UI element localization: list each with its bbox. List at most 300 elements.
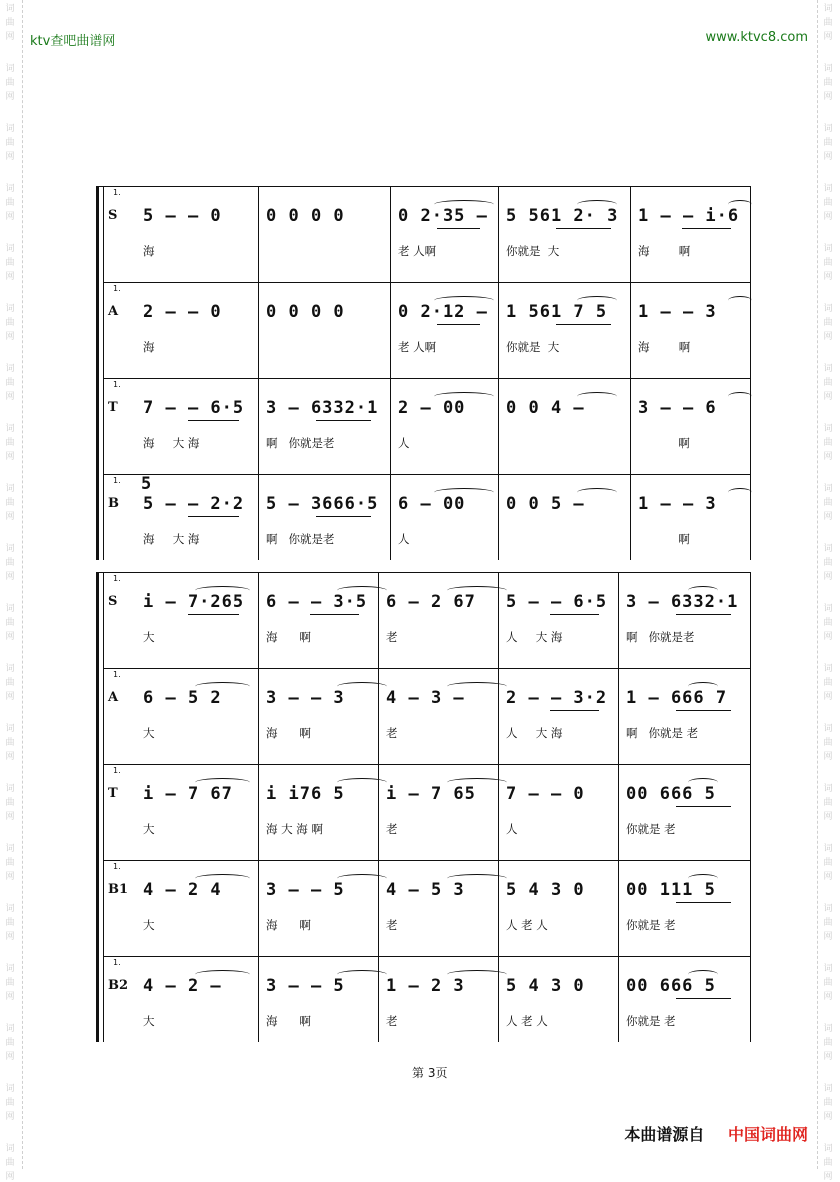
- measure-notes: 00 666 5: [626, 976, 716, 996]
- barline: [390, 186, 391, 560]
- beam-underline: [556, 228, 611, 229]
- slur-arc: [447, 682, 507, 691]
- slur-arc: [577, 488, 617, 497]
- lyric-text: 你就是 大: [506, 340, 560, 354]
- measure-notes: 3 — — 5: [266, 880, 345, 900]
- volta-mark: 1.: [113, 188, 121, 197]
- staff-divider: [103, 282, 750, 283]
- lyric-text: 海 啊: [638, 340, 691, 354]
- measure-notes: 5 4 3 0: [506, 976, 585, 996]
- beam-underline: [316, 420, 371, 421]
- watermark-glyph: 曲: [5, 558, 15, 568]
- lyric-text: 你就是 老: [626, 822, 676, 836]
- slur-arc: [195, 682, 250, 691]
- staff-label-s: S: [108, 594, 118, 609]
- slur-arc: [195, 970, 250, 979]
- watermark-glyph: 词: [823, 1144, 833, 1154]
- lyric-text: 啊: [638, 532, 690, 546]
- watermark-glyph: 曲: [823, 558, 833, 568]
- system-left-line: [103, 572, 104, 1042]
- watermark-glyph: 网: [823, 872, 833, 882]
- watermark-glyph: 网: [823, 1172, 833, 1182]
- watermark-glyph: 网: [823, 1112, 833, 1122]
- watermark-glyph: 曲: [823, 198, 833, 208]
- watermark-glyph: 词: [823, 364, 833, 374]
- watermark-glyph: 曲: [5, 198, 15, 208]
- watermark-glyph: 网: [823, 452, 833, 462]
- watermark-glyph: 网: [823, 992, 833, 1002]
- watermark-glyph: 曲: [823, 18, 833, 28]
- lyric-text: 啊 你就是 老: [626, 726, 699, 740]
- measure-notes: 6 — 5 2: [143, 688, 222, 708]
- measure-notes: 4 — 2 4: [143, 880, 222, 900]
- lyric-text: 啊 你就是老: [626, 630, 695, 644]
- slur-arc: [337, 778, 387, 787]
- slur-arc: [434, 392, 494, 401]
- watermark-glyph: 曲: [5, 1098, 15, 1108]
- measure-notes: 1 — 2 3: [386, 976, 465, 996]
- watermark-glyph: 词: [5, 544, 15, 554]
- barline: [618, 572, 619, 1042]
- measure-notes: i — 7 65: [386, 784, 476, 804]
- watermark-glyph: 网: [5, 152, 15, 162]
- volta-mark: 1.: [113, 862, 121, 871]
- staff-divider: [103, 378, 750, 379]
- watermark-glyph: 网: [5, 992, 15, 1002]
- watermark-glyph: 词: [823, 784, 833, 794]
- staff-label-b: B: [108, 496, 119, 511]
- watermark-glyph: 词: [823, 424, 833, 434]
- watermark-glyph: 词: [823, 604, 833, 614]
- slur-arc: [688, 682, 718, 691]
- measure-notes: 3 — — 3: [266, 688, 345, 708]
- slur-arc: [577, 296, 617, 305]
- barline: [258, 572, 259, 1042]
- measure-notes: 3 — 6332·1: [266, 398, 379, 418]
- watermark-glyph: 网: [5, 332, 15, 342]
- lyric-text: 老: [386, 918, 398, 932]
- staff-label-t: T: [108, 400, 118, 415]
- measure-notes: 3 — — 6: [638, 398, 717, 418]
- watermark-glyph: 曲: [5, 858, 15, 868]
- watermark-glyph: 曲: [823, 1098, 833, 1108]
- lyric-text: 大: [143, 918, 155, 932]
- left-watermark-strip: [0, 0, 23, 1182]
- measure-notes: 4 — 5 3: [386, 880, 465, 900]
- watermark-glyph: 词: [5, 964, 15, 974]
- lyric-text: 海: [143, 340, 155, 354]
- measure-notes: i — 7·265: [143, 592, 245, 612]
- lyric-text: 大: [143, 822, 155, 836]
- watermark-glyph: 网: [823, 152, 833, 162]
- watermark-glyph: 曲: [5, 78, 15, 88]
- watermark-glyph: 网: [5, 632, 15, 642]
- watermark-glyph: 网: [5, 1112, 15, 1122]
- right-watermark-strip: [817, 0, 840, 1182]
- slur-arc: [728, 392, 752, 401]
- beam-underline: [316, 516, 371, 517]
- lyric-text: 海 大 海: [143, 532, 200, 546]
- beam-underline: [437, 228, 480, 229]
- watermark-glyph: 网: [5, 32, 15, 42]
- watermark-glyph: 曲: [823, 438, 833, 448]
- slur-arc: [195, 874, 250, 883]
- lyric-text: 大: [143, 630, 155, 644]
- lyric-text: 人: [506, 822, 518, 836]
- beam-underline: [188, 420, 239, 421]
- staff-label-a: A: [108, 304, 119, 319]
- watermark-glyph: 词: [823, 664, 833, 674]
- lyric-text: 人 大 海: [506, 726, 563, 740]
- slur-arc: [688, 778, 718, 787]
- lyric-text: 老: [386, 1014, 398, 1028]
- slur-arc: [434, 488, 494, 497]
- barline: [498, 186, 499, 560]
- slur-arc: [728, 200, 752, 209]
- watermark-glyph: 网: [5, 812, 15, 822]
- watermark-glyph: 词: [823, 1024, 833, 1034]
- watermark-glyph: 曲: [823, 798, 833, 808]
- measure-notes: 6 — 2 67: [386, 592, 476, 612]
- barline: [750, 186, 751, 560]
- measure-notes: 5 — — 0: [143, 206, 222, 226]
- staff-label-t: T: [108, 786, 118, 801]
- system-top-line: [103, 572, 750, 573]
- watermark-glyph: 网: [823, 332, 833, 342]
- beam-underline: [676, 998, 731, 999]
- watermark-glyph: 词: [5, 364, 15, 374]
- site-header-left[interactable]: ktv查吧曲谱网: [30, 34, 116, 49]
- watermark-glyph: 网: [823, 752, 833, 762]
- watermark-glyph: 网: [5, 752, 15, 762]
- measure-notes: 0 0 0 0: [266, 206, 345, 226]
- watermark-glyph: 曲: [5, 978, 15, 988]
- staff-divider: [103, 956, 750, 957]
- watermark-glyph: 词: [5, 1144, 15, 1154]
- staff-divider: [103, 668, 750, 669]
- measure-notes: 5 4 3 0: [506, 880, 585, 900]
- volta-mark: 1.: [113, 476, 121, 485]
- slur-arc: [577, 392, 617, 401]
- watermark-glyph: 曲: [5, 138, 15, 148]
- measure-notes: 1 — — 3: [638, 494, 717, 514]
- watermark-glyph: 网: [5, 932, 15, 942]
- system-top-line: [103, 186, 750, 187]
- watermark-glyph: 曲: [823, 258, 833, 268]
- measure-notes: 3 — — 5: [266, 976, 345, 996]
- watermark-glyph: 网: [823, 512, 833, 522]
- page-number: 第 3页: [412, 1066, 448, 1080]
- beam-underline: [550, 614, 599, 615]
- lyric-text: 老 人啊: [398, 340, 437, 354]
- lyric-text: 老: [386, 726, 398, 740]
- lyric-text: 人 老 人: [506, 918, 548, 932]
- measure-notes: 5 — — 2·2: [143, 494, 245, 514]
- watermark-glyph: 网: [5, 872, 15, 882]
- slur-arc: [337, 874, 387, 883]
- lyric-text: 海 啊: [266, 1014, 311, 1028]
- slur-arc: [447, 778, 507, 787]
- beam-underline: [556, 324, 611, 325]
- watermark-glyph: 网: [823, 632, 833, 642]
- watermark-glyph: 词: [823, 244, 833, 254]
- measure-notes: 0 2·12 —: [398, 302, 488, 322]
- lyric-text: 你就是 老: [626, 918, 676, 932]
- watermark-glyph: 词: [823, 964, 833, 974]
- lyric-text: 老 人啊: [398, 244, 437, 258]
- staff-divider: [103, 474, 750, 475]
- measure-notes: 2 — — 0: [143, 302, 222, 322]
- lyric-text: 海 啊: [638, 244, 691, 258]
- watermark-glyph: 曲: [823, 738, 833, 748]
- volta-mark: 1.: [113, 958, 121, 967]
- beam-underline: [682, 228, 731, 229]
- beam-underline: [676, 806, 731, 807]
- watermark-glyph: 网: [823, 812, 833, 822]
- staff-divider: [103, 860, 750, 861]
- beam-underline: [188, 614, 239, 615]
- slur-arc: [447, 874, 507, 883]
- lyric-text: 人: [398, 436, 410, 450]
- measure-notes: 0 2·35 —: [398, 206, 488, 226]
- watermark-glyph: 词: [5, 4, 15, 14]
- lyric-text: 大: [143, 1014, 155, 1028]
- watermark-glyph: 曲: [823, 138, 833, 148]
- beam-underline: [676, 710, 731, 711]
- watermark-glyph: 词: [823, 544, 833, 554]
- watermark-glyph: 词: [5, 124, 15, 134]
- measure-notes: 3 — 6332·1: [626, 592, 739, 612]
- beam-underline: [188, 516, 239, 517]
- measure-notes: 7 — — 6·5: [143, 398, 245, 418]
- watermark-glyph: 词: [5, 1024, 15, 1034]
- watermark-glyph: 词: [5, 904, 15, 914]
- watermark-glyph: 曲: [5, 618, 15, 628]
- lyric-text: 人 大 海: [506, 630, 563, 644]
- watermark-glyph: 网: [823, 92, 833, 102]
- slur-arc: [195, 778, 250, 787]
- slur-arc: [728, 488, 752, 497]
- lyric-text: 你就是 大: [506, 244, 560, 258]
- watermark-glyph: 网: [5, 212, 15, 222]
- watermark-glyph: 词: [5, 424, 15, 434]
- watermark-glyph: 词: [823, 1084, 833, 1094]
- site-header-right[interactable]: www.ktvc8.com: [705, 30, 808, 45]
- watermark-glyph: 词: [823, 304, 833, 314]
- watermark-glyph: 曲: [823, 678, 833, 688]
- source-label: 本曲谱源自: [624, 1125, 705, 1144]
- barline: [630, 186, 631, 560]
- staff-label-s: S: [108, 208, 118, 223]
- watermark-glyph: 曲: [5, 918, 15, 928]
- lyric-text: 人 老 人: [506, 1014, 548, 1028]
- slur-arc: [688, 586, 718, 595]
- measure-notes: i i76 5: [266, 784, 345, 804]
- watermark-glyph: 网: [823, 212, 833, 222]
- watermark-glyph: 网: [5, 512, 15, 522]
- system-bracket: [96, 572, 99, 1042]
- lyric-text: 啊 你就是老: [266, 436, 335, 450]
- measure-notes: 5 — 3666·5: [266, 494, 379, 514]
- system-bracket: [96, 186, 99, 560]
- slur-arc: [337, 586, 387, 595]
- slur-arc: [688, 970, 718, 979]
- measure-notes: 2 — — 3·2: [506, 688, 608, 708]
- watermark-glyph: 曲: [823, 1038, 833, 1048]
- watermark-glyph: 曲: [823, 318, 833, 328]
- watermark-glyph: 曲: [823, 858, 833, 868]
- slur-arc: [577, 200, 617, 209]
- watermark-glyph: 词: [5, 64, 15, 74]
- watermark-glyph: 网: [5, 572, 15, 582]
- volta-mark: 1.: [113, 380, 121, 389]
- watermark-glyph: 曲: [823, 918, 833, 928]
- lyric-text: 大: [143, 726, 155, 740]
- watermark-glyph: 词: [5, 184, 15, 194]
- watermark-glyph: 曲: [823, 78, 833, 88]
- measure-notes: 6 — 00: [398, 494, 466, 514]
- measure-notes: 6 — — 3·5: [266, 592, 368, 612]
- watermark-glyph: 曲: [823, 978, 833, 988]
- lyric-text: 啊: [638, 436, 690, 450]
- lyric-text: 海 大 海 啊: [266, 822, 323, 836]
- barline: [258, 186, 259, 560]
- watermark-glyph: 网: [5, 92, 15, 102]
- watermark-glyph: 曲: [823, 618, 833, 628]
- watermark-glyph: 词: [823, 124, 833, 134]
- slur-arc: [195, 586, 250, 595]
- beam-underline: [676, 614, 731, 615]
- measure-notes: 1 — — 3: [638, 302, 717, 322]
- measure-notes: 0 0 0 0: [266, 302, 345, 322]
- lyric-text: 你就是 老: [626, 1014, 676, 1028]
- watermark-glyph: 词: [823, 904, 833, 914]
- measure-notes: 00 111 5: [626, 880, 716, 900]
- beam-underline: [676, 902, 731, 903]
- barline: [750, 572, 751, 1042]
- watermark-glyph: 曲: [5, 378, 15, 388]
- beam-underline: [550, 710, 599, 711]
- system-left-line: [103, 186, 104, 560]
- watermark-glyph: 曲: [823, 378, 833, 388]
- staff-label-b1: B1: [108, 882, 129, 897]
- watermark-glyph: 词: [5, 664, 15, 674]
- lyric-text: 海 大 海: [143, 436, 200, 450]
- watermark-glyph: 网: [823, 392, 833, 402]
- slur-arc: [434, 296, 494, 305]
- volta-mark: 1.: [113, 766, 121, 775]
- staff-divider: [103, 764, 750, 765]
- beam-underline: [310, 614, 359, 615]
- lyric-text: 老: [386, 822, 398, 836]
- watermark-glyph: 词: [823, 844, 833, 854]
- watermark-glyph: 词: [5, 724, 15, 734]
- measure-notes: 2 — 00: [398, 398, 466, 418]
- lyric-text: 海: [143, 244, 155, 258]
- watermark-glyph: 词: [5, 844, 15, 854]
- measure-notes: 0 0 4 —: [506, 398, 585, 418]
- slur-arc: [337, 682, 387, 691]
- measure-notes: 1 — 666 7: [626, 688, 728, 708]
- measure-notes: 1 — — i·6: [638, 206, 740, 226]
- measure-notes: i — 7 67: [143, 784, 233, 804]
- watermark-glyph: 词: [823, 724, 833, 734]
- watermark-glyph: 曲: [5, 798, 15, 808]
- source-footer: [624, 1122, 808, 1145]
- staff-label-a: A: [108, 690, 119, 705]
- watermark-glyph: 词: [823, 64, 833, 74]
- measure-notes: 7 — — 0: [506, 784, 585, 804]
- watermark-glyph: 词: [5, 484, 15, 494]
- measure-notes: 5 — — 6·5: [506, 592, 608, 612]
- watermark-glyph: 词: [5, 1084, 15, 1094]
- volta-mark: 1.: [113, 284, 121, 293]
- staff-label-b2: B2: [108, 978, 129, 993]
- watermark-glyph: 词: [823, 184, 833, 194]
- watermark-glyph: 曲: [5, 678, 15, 688]
- watermark-glyph: 网: [823, 272, 833, 282]
- lyric-text: 海 啊: [266, 726, 311, 740]
- measure-notes: 4 — 3 —: [386, 688, 465, 708]
- watermark-glyph: 词: [823, 4, 833, 14]
- watermark-glyph: 曲: [5, 738, 15, 748]
- measure-notes: 00 666 5: [626, 784, 716, 804]
- watermark-glyph: 网: [5, 392, 15, 402]
- watermark-glyph: 网: [823, 692, 833, 702]
- watermark-glyph: 网: [5, 692, 15, 702]
- lyric-text: 海 啊: [266, 918, 311, 932]
- watermark-glyph: 曲: [5, 438, 15, 448]
- lyric-text: 海 啊: [266, 630, 311, 644]
- measure-notes: 1 561 7 5: [506, 302, 608, 322]
- watermark-glyph: 网: [823, 1052, 833, 1062]
- watermark-glyph: 网: [823, 932, 833, 942]
- watermark-glyph: 曲: [5, 1038, 15, 1048]
- watermark-glyph: 网: [5, 272, 15, 282]
- stacked-note: 5: [141, 474, 153, 494]
- watermark-glyph: 曲: [5, 18, 15, 28]
- watermark-glyph: 词: [5, 784, 15, 794]
- beam-underline: [437, 324, 480, 325]
- slur-arc: [447, 586, 507, 595]
- watermark-glyph: 网: [823, 32, 833, 42]
- watermark-glyph: 网: [823, 572, 833, 582]
- slur-arc: [337, 970, 387, 979]
- watermark-glyph: 曲: [5, 1158, 15, 1168]
- watermark-glyph: 网: [5, 1052, 15, 1062]
- watermark-glyph: 词: [5, 244, 15, 254]
- lyric-text: 人: [398, 532, 410, 546]
- lyric-text: 老: [386, 630, 398, 644]
- watermark-glyph: 词: [823, 484, 833, 494]
- watermark-glyph: 网: [5, 452, 15, 462]
- volta-mark: 1.: [113, 574, 121, 583]
- slur-arc: [728, 296, 752, 305]
- watermark-glyph: 网: [5, 1172, 15, 1182]
- watermark-glyph: 曲: [823, 1158, 833, 1168]
- measure-notes: 0 0 5 —: [506, 494, 585, 514]
- source-name[interactable]: 中国词曲网: [727, 1125, 808, 1144]
- volta-mark: 1.: [113, 670, 121, 679]
- lyric-text: 啊 你就是老: [266, 532, 335, 546]
- watermark-glyph: 曲: [5, 498, 15, 508]
- watermark-glyph: 曲: [5, 258, 15, 268]
- slur-arc: [688, 874, 718, 883]
- watermark-glyph: 词: [5, 304, 15, 314]
- watermark-glyph: 曲: [823, 498, 833, 508]
- measure-notes: 5 561 2· 3: [506, 206, 619, 226]
- slur-arc: [434, 200, 494, 209]
